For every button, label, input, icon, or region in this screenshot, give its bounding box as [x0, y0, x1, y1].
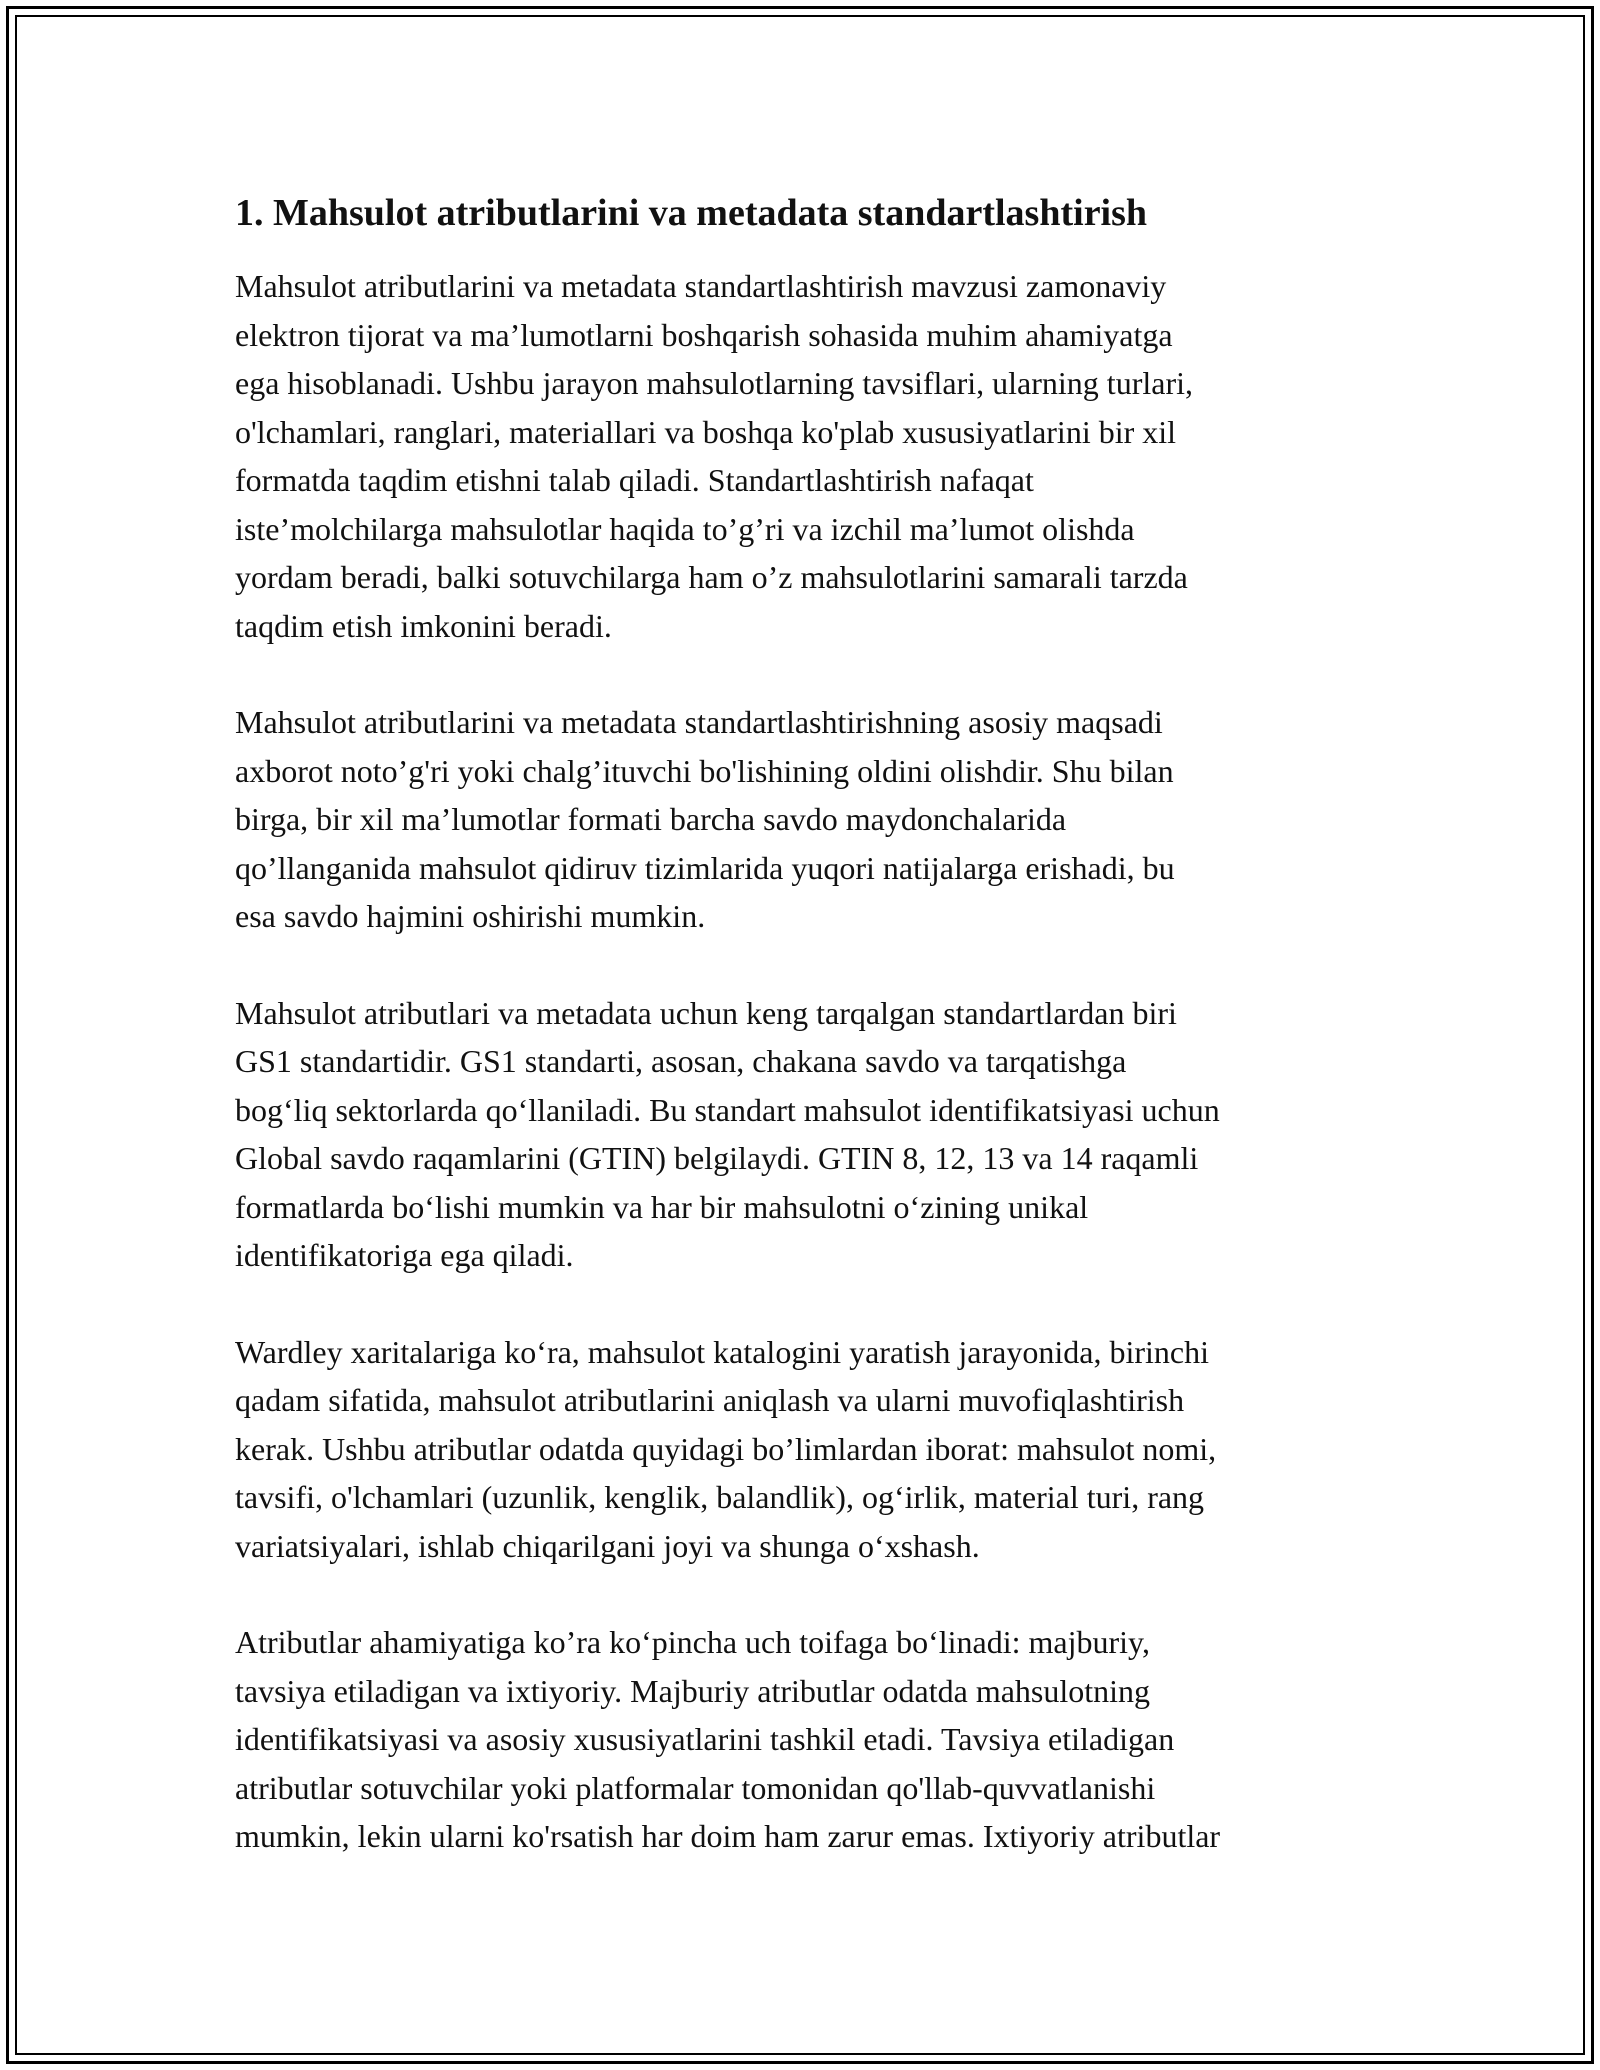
paragraph-wardley-maps: Wardley xaritalariga ko‘ra, mahsulot katalogini yaratish jarayonida, birinchi qadam sifatida, mahsulot atributlarini aniqlash va ularni muvofiqlashtirish kerak. Ushbu atributlar odatda quyidagi bo’limlardan iborat: mahsulot nomi, tavsifi, o'lchamlari (uzunlik, kenglik, balandlik), og‘irlik, material turi, rang variatsiyalari, ishlab chiqarilgani joyi va shunga o‘xshash.	[235, 1333, 1217, 1564]
paragraph-intro: Mahsulot atributlarini va metadata standartlashtirish mavzusi zamonaviy elektron tijorat va ma’lumotlarni boshqarish sohasida muhim ahamiyatga ega hisoblanadi. Ushbu jarayon mahsulotlarning tavsiflari, ularning turlari, o'lchamlari, ranglari, materiallari va boshqa ko'plab xususiyatlarini bir xil formatda taqdim etishni talab qiladi. Standartlashtirish nafaqat iste’molchilarga mahsulotlar haqida to’g’ri va izchil ma’lumot olishda yordam beradi, balki sotuvchilarga ham o’z mahsulotlarini samarali tarzda taqdim etish imkonini beradi.	[235, 268, 1193, 644]
paragraph-purpose: Mahsulot atributlarini va metadata standartlashtirishning asosiy maqsadi axborot noto’g'ri yoki chalg’ituvchi bo'lishining oldini olishdir. Shu bilan birga, bir xil ma’lumotlar formati barcha savdo maydonchalarida qo’llanganida mahsulot qidiruv tizimlarida yuqori natijalarga erishadi, bu esa savdo hajmini oshirishi mumkin.	[235, 704, 1175, 934]
paragraph-gs1-standard: Mahsulot atributlari va metadata uchun keng tarqalgan standartlardan biri GS1 standartidir. GS1 standarti, asosan, chakana savdo va tarqatishga bog‘liq sektorlarda qo‘llaniladi. Bu standart mahsulot identifikatsiyasi uchun Global savdo raqamlarini (GTIN) belgilaydi. GTIN 8, 12, 13 va 14 raqamli formatlarda bo‘lishi mumkin va har bir mahsulotni o‘zining unikal identifikatoriga ega qiladi.	[235, 994, 1220, 1273]
paragraph-attribute-categories: Atributlar ahamiyatiga ko’ra ko‘pincha uch toifaga bo‘linadi: majburiy, tavsiya etiladigan va ixtiyoriy. Majburiy atributlar odatda mahsulotning identifikatsiyasi va asosiy xususiyatlarini tashkil etadi. Tavsiya etiladigan atributlar sotuvchilar yoki platformalar tomonidan qo'llab-quvvatlanishi mumkin, lekin ularni ko'rsatish har doim ham zarur emas. Ixtiyoriy atributlar	[235, 1624, 1221, 1854]
document-body	[235, 190, 1375, 1909]
section-heading: 1. Mahsulot atributlarini va metadata standartlashtirish	[235, 192, 1148, 234]
